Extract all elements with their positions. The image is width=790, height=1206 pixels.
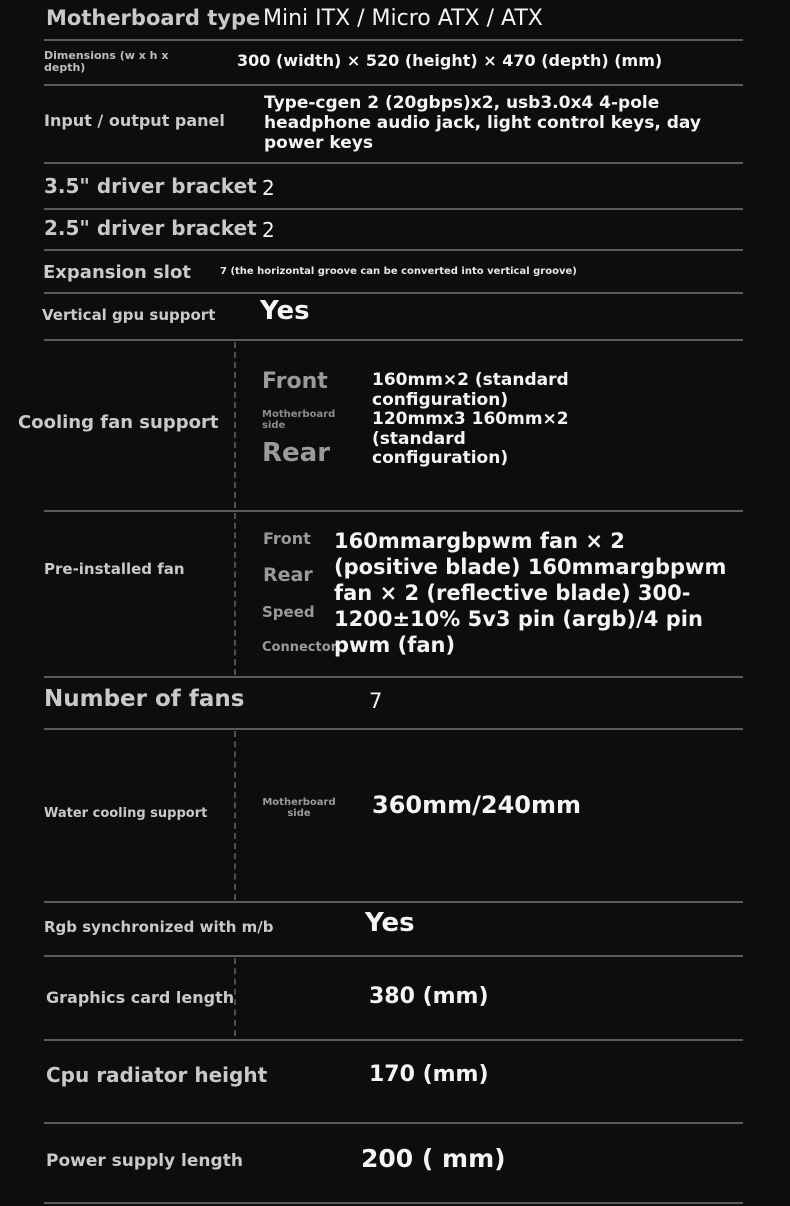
water-mb-side-label: Motherboard side xyxy=(262,797,336,819)
cooling-mb-side-label: Motherboard side xyxy=(262,409,336,431)
cooling-fan-value: 160mm×2 (standard configuration) 120mmx3 160mm×2 (standard configuration) xyxy=(372,370,569,468)
divider xyxy=(44,162,743,164)
psu-length-value: 200 ( mm) xyxy=(361,1144,506,1173)
divider xyxy=(44,955,743,957)
cpu-radiator-value: 170 (mm) xyxy=(369,1062,489,1087)
column-divider xyxy=(234,513,236,675)
divider xyxy=(44,901,743,903)
psu-length-label: Power supply length xyxy=(46,1151,243,1171)
expansion-slot-value: 7 (the horizontal groove can be converted into vertical groove) xyxy=(220,266,577,277)
dimensions-value: 300 (width) × 520 (height) × 470 (depth) (mm) xyxy=(237,51,663,70)
column-divider xyxy=(234,731,236,900)
rgb-sync-value: Yes xyxy=(365,908,415,938)
gpu-length-label: Graphics card length xyxy=(46,988,235,1007)
preinstalled-connector-label: Connector xyxy=(262,640,338,655)
cooling-front-label: Front xyxy=(262,369,328,394)
bracket-35-label: 3.5" driver bracket xyxy=(44,174,257,198)
preinstalled-fan-label: Pre-installed fan xyxy=(44,560,185,578)
bracket-25-label: 2.5" driver bracket xyxy=(44,216,257,240)
divider xyxy=(44,208,743,210)
io-panel-label: Input / output panel xyxy=(44,111,225,130)
divider xyxy=(44,728,743,730)
io-panel-value: Type-cgen 2 (20gbps)x2, usb3.0x4 4-pole headphone audio jack, light control keys, day power keys xyxy=(264,93,701,153)
cooling-rear-label: Rear xyxy=(262,438,331,468)
divider xyxy=(44,676,743,678)
expansion-slot-label: Expansion slot xyxy=(43,262,191,283)
preinstalled-speed-label: Speed xyxy=(262,603,315,621)
bracket-25-value: 2 xyxy=(262,218,275,242)
water-cooling-value: 360mm/240mm xyxy=(372,791,581,819)
number-of-fans-value: 7 xyxy=(369,689,383,713)
vertical-gpu-value: Yes xyxy=(260,296,310,326)
vertical-gpu-label: Vertical gpu support xyxy=(42,306,216,324)
divider xyxy=(44,1202,743,1204)
preinstalled-front-label: Front xyxy=(263,529,311,548)
number-of-fans-label: Number of fans xyxy=(44,686,245,712)
divider xyxy=(44,510,743,512)
preinstalled-rear-label: Rear xyxy=(263,564,313,586)
divider xyxy=(44,249,743,251)
motherboard-type-value: Mini ITX / Micro ATX / ATX xyxy=(263,6,543,31)
divider xyxy=(44,39,743,41)
dimensions-label: Dimensions (w x h x depth) xyxy=(44,49,169,74)
column-divider xyxy=(234,342,236,508)
cpu-radiator-label: Cpu radiator height xyxy=(46,1063,268,1087)
water-cooling-label: Water cooling support xyxy=(44,806,208,821)
preinstalled-fan-value: 160mmargbpwm fan × 2 (positive blade) 160mmargbpwm fan × 2 (reflective blade) 300-1200±10% 5v3 pin (argb)/4 pin pwm (fan) xyxy=(334,529,727,657)
divider xyxy=(44,292,743,294)
divider xyxy=(44,1039,743,1041)
divider xyxy=(44,84,743,86)
bracket-35-value: 2 xyxy=(262,176,275,200)
column-divider xyxy=(234,958,236,1036)
divider xyxy=(44,339,743,341)
rgb-sync-label: Rgb synchronized with m/b xyxy=(44,918,274,936)
cooling-fan-label: Cooling fan support xyxy=(18,412,219,433)
divider xyxy=(44,1122,743,1124)
motherboard-type-label: Motherboard type xyxy=(46,6,261,30)
gpu-length-value: 380 (mm) xyxy=(369,984,489,1009)
